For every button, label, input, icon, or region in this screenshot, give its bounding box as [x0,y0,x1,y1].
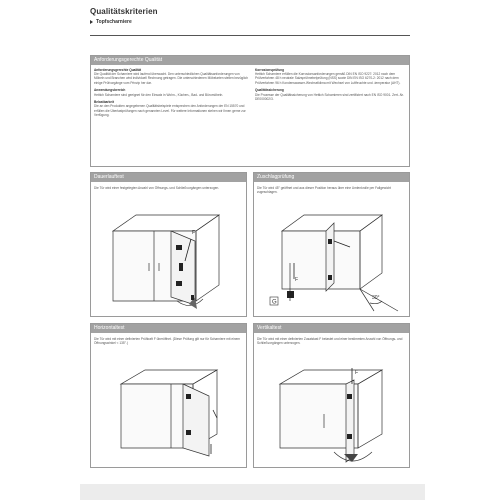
page-subtitle [90,19,132,25]
test-title: Dauerlauftest [91,173,246,182]
cabinet-diagram [91,201,248,316]
quality-block [255,88,407,101]
test-panel-vertikal [253,323,410,468]
quality-body: Hettich Scharniere erfüllen die Korrosionsanforderungen gemäß DIN EN ISO 9227: 2012 nach dem Prüfverfahren 48 h neutrale Salzsprühnebelprüfung (NSS) sowie DIN EN ISO 6270-2: 2012 nach dem Prüfverfahren 96 h Kondenswasser-Wechselklima mit Wechsel von Luftfeuchte und -temperatur (AHT). [255,72,401,85]
footer-band [80,484,425,500]
test-description: Die Tür wird 45° geöffnet und aus dieser Position heraus über eine Umlenkrolle per Fallgewicht zugeschlagen. [257,186,392,195]
quality-body: Die Qualität der Scharniere wird laufend überwacht. Den unterschiedlichen Qualitätsanforderungen von Möbeln und Branchen wird individuell Rechnung getragen. Die unterschiedenen Möbelarten stellen bezüglich einige Prüfvorgänge vom Prinzip her dar. [94,72,248,85]
quality-body: Hettich Scharniere sind geeignet für den Einsatz in Wohn-, Küchen-, Bad- und Büromöbeln. [94,92,224,97]
test-description: Die Tür wird mit einer definierten Prüfkraft F überöffnet. (Diese Prüfung gilt nur für Scharniere mit einem Öffnungswinkel < 135°.) [94,337,241,346]
quality-heading: Korrosionsprüfung [255,68,285,72]
quality-heading: Qualitätssicherung [255,88,284,93]
test-panel-zuschlag [253,172,410,317]
cabinet-diagram [254,354,411,467]
force-label: F [295,277,299,283]
test-description: Die Tür wird mit einer definierten Zusatzlast F belastet und einer bestimmten Anzahl von Öffnungs- und Schließvorgängen unterzogen. [257,337,403,346]
quality-body: Die Prozesse der Qualitätssicherung von Hettich Scharnieren sind zertifiziert nach EN ISO 9001. Zert.-Nr. DE000002/3. [255,92,404,101]
test-panel-horizontal [90,323,247,468]
cabinet-illustration [91,354,248,467]
quality-bar-title: Anforderungsgerechte Qualität [91,56,409,65]
test-title: Zuschlagprüfung [254,173,409,182]
quality-body: Die an den Produkten angegebenen Qualitätsbeispiele entsprechen den Anforderungen der EN 15570 und erfüllen die Überlastprüfungen nach genannten Level. Für weitere Informationen stehen wir Ihnen gerne zur Verfügung. [94,104,246,117]
force-label: F [355,370,359,376]
cabinet-illustration [254,354,411,467]
cabinet-illustration [254,201,411,316]
quality-heading: Belastbarkeit [94,100,115,105]
test-description: Die Tür wird einer festgelegten Anzahl von Öffnungs- und Schließvorgängen unterzogen. [94,186,220,190]
svg-text:F: F [192,230,196,236]
cabinet-illustration [91,201,248,316]
cabinet-diagram [91,354,248,467]
quality-right-column [255,68,407,104]
quality-block [94,100,248,117]
quality-block [94,88,248,96]
triangle-right-icon [90,20,93,24]
page-title: Qualitätskriterien [90,7,158,16]
subtitle-text: Topfscharniere [96,19,132,25]
weight-label: G [272,299,277,306]
quality-panel [90,55,410,167]
quality-left-column [94,68,248,121]
header-rule [90,35,410,36]
angle-label: 30° [372,295,380,301]
test-title: Horizontaltest [91,324,246,333]
test-panel-dauerlauf [90,172,247,317]
quality-heading: Anwendungsbereich [94,88,126,93]
test-title: Vertikaltest [254,324,409,333]
quality-block [255,68,407,85]
quality-block [94,68,248,85]
cabinet-diagram [254,201,411,316]
quality-heading: Anforderungsgerechte Qualität [94,68,142,72]
